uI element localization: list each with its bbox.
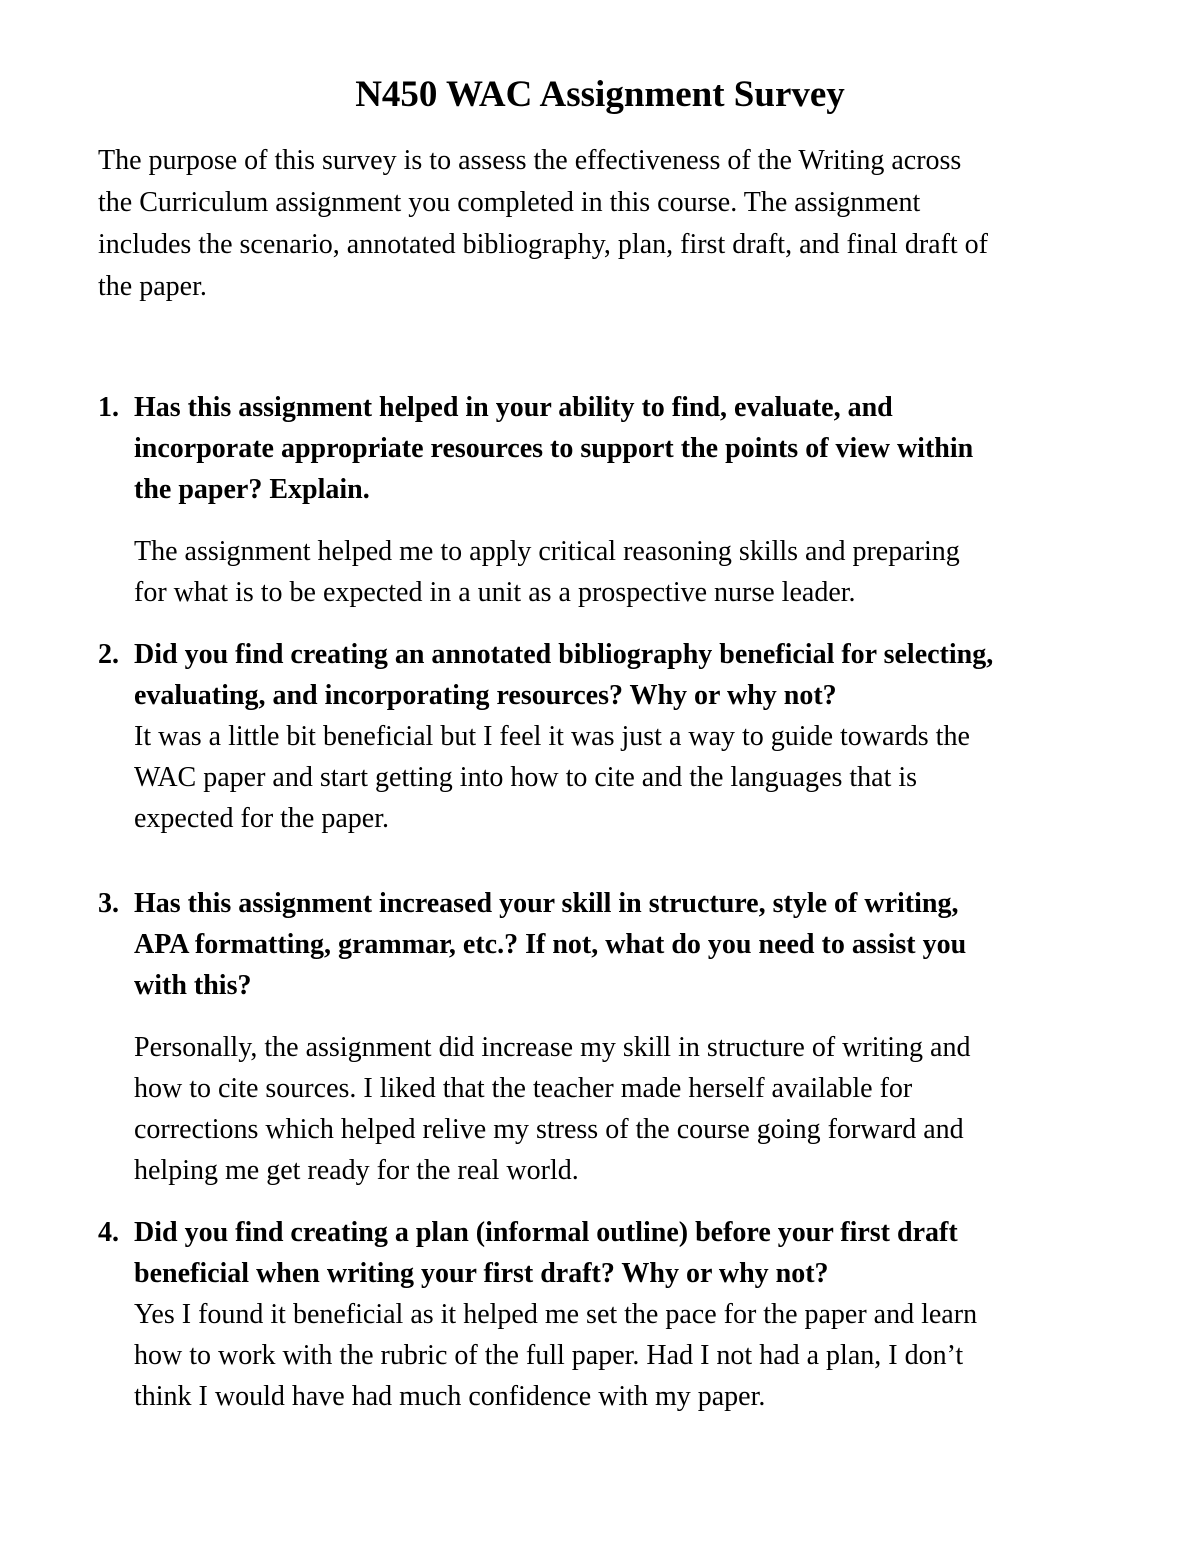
intro-line: the Curriculum assignment you completed in this course. The assignment xyxy=(98,187,921,218)
answer-line: It was a little bit beneficial but I feel it was just a way to guide towards the xyxy=(134,721,970,752)
answer-line: for what is to be expected in a unit as a prospective nurse leader. xyxy=(134,577,856,608)
intro-line: the paper. xyxy=(98,271,207,302)
question-line: evaluating, and incorporating resources? Why or why not? xyxy=(134,680,837,711)
answer-text xyxy=(134,531,1109,613)
question-text xyxy=(134,387,1109,510)
question-number: 2. xyxy=(98,639,119,670)
question-text xyxy=(134,634,1109,716)
answer-line: Personally, the assignment did increase my skill in structure of writing and xyxy=(134,1032,971,1063)
question-line: Did you find creating a plan (informal outline) before your first draft xyxy=(134,1217,958,1248)
answer-line: how to work with the rubric of the full paper. Had I not had a plan, I don’t xyxy=(134,1340,964,1371)
question-line: APA formatting, grammar, etc.? If not, what do you need to assist you xyxy=(134,929,967,960)
intro-line: includes the scenario, annotated bibliography, plan, first draft, and final draft of xyxy=(98,229,988,260)
intro-line: The purpose of this survey is to assess the effectiveness of the Writing across xyxy=(98,145,962,176)
answer-line: think I would have had much confidence with my paper. xyxy=(134,1381,766,1412)
question-text xyxy=(134,883,1109,1006)
answer-line: expected for the paper. xyxy=(134,803,389,834)
answer-line: WAC paper and start getting into how to cite and the languages that is xyxy=(134,762,918,793)
answer-text xyxy=(134,1294,1109,1417)
answer-text xyxy=(134,1027,1109,1191)
question-line: Has this assignment increased your skill in structure, style of writing, xyxy=(134,888,959,919)
question-line: Has this assignment helped in your ability to find, evaluate, and xyxy=(134,392,893,423)
question-text xyxy=(134,1212,1109,1294)
answer-line: Yes I found it beneficial as it helped me set the pace for the paper and learn xyxy=(134,1299,978,1330)
answer-line: helping me get ready for the real world. xyxy=(134,1155,579,1186)
question-line: Did you find creating an annotated bibliography beneficial for selecting, xyxy=(134,639,994,670)
document-title: N450 WAC Assignment Survey xyxy=(355,74,845,115)
question-number: 3. xyxy=(98,888,119,919)
intro-paragraph xyxy=(98,140,1108,308)
question-number: 4. xyxy=(98,1217,119,1248)
answer-line: The assignment helped me to apply critical reasoning skills and preparing xyxy=(134,536,960,567)
answer-text xyxy=(134,716,1109,839)
question-line: incorporate appropriate resources to support the points of view within xyxy=(134,433,974,464)
question-line: with this? xyxy=(134,970,252,1001)
answer-line: corrections which helped relive my stress of the course going forward and xyxy=(134,1114,964,1145)
question-line: the paper? Explain. xyxy=(134,474,370,505)
question-number: 1. xyxy=(98,392,119,423)
answer-line: how to cite sources. I liked that the teacher made herself available for xyxy=(134,1073,913,1104)
question-line: beneficial when writing your first draft? Why or why not? xyxy=(134,1258,829,1289)
